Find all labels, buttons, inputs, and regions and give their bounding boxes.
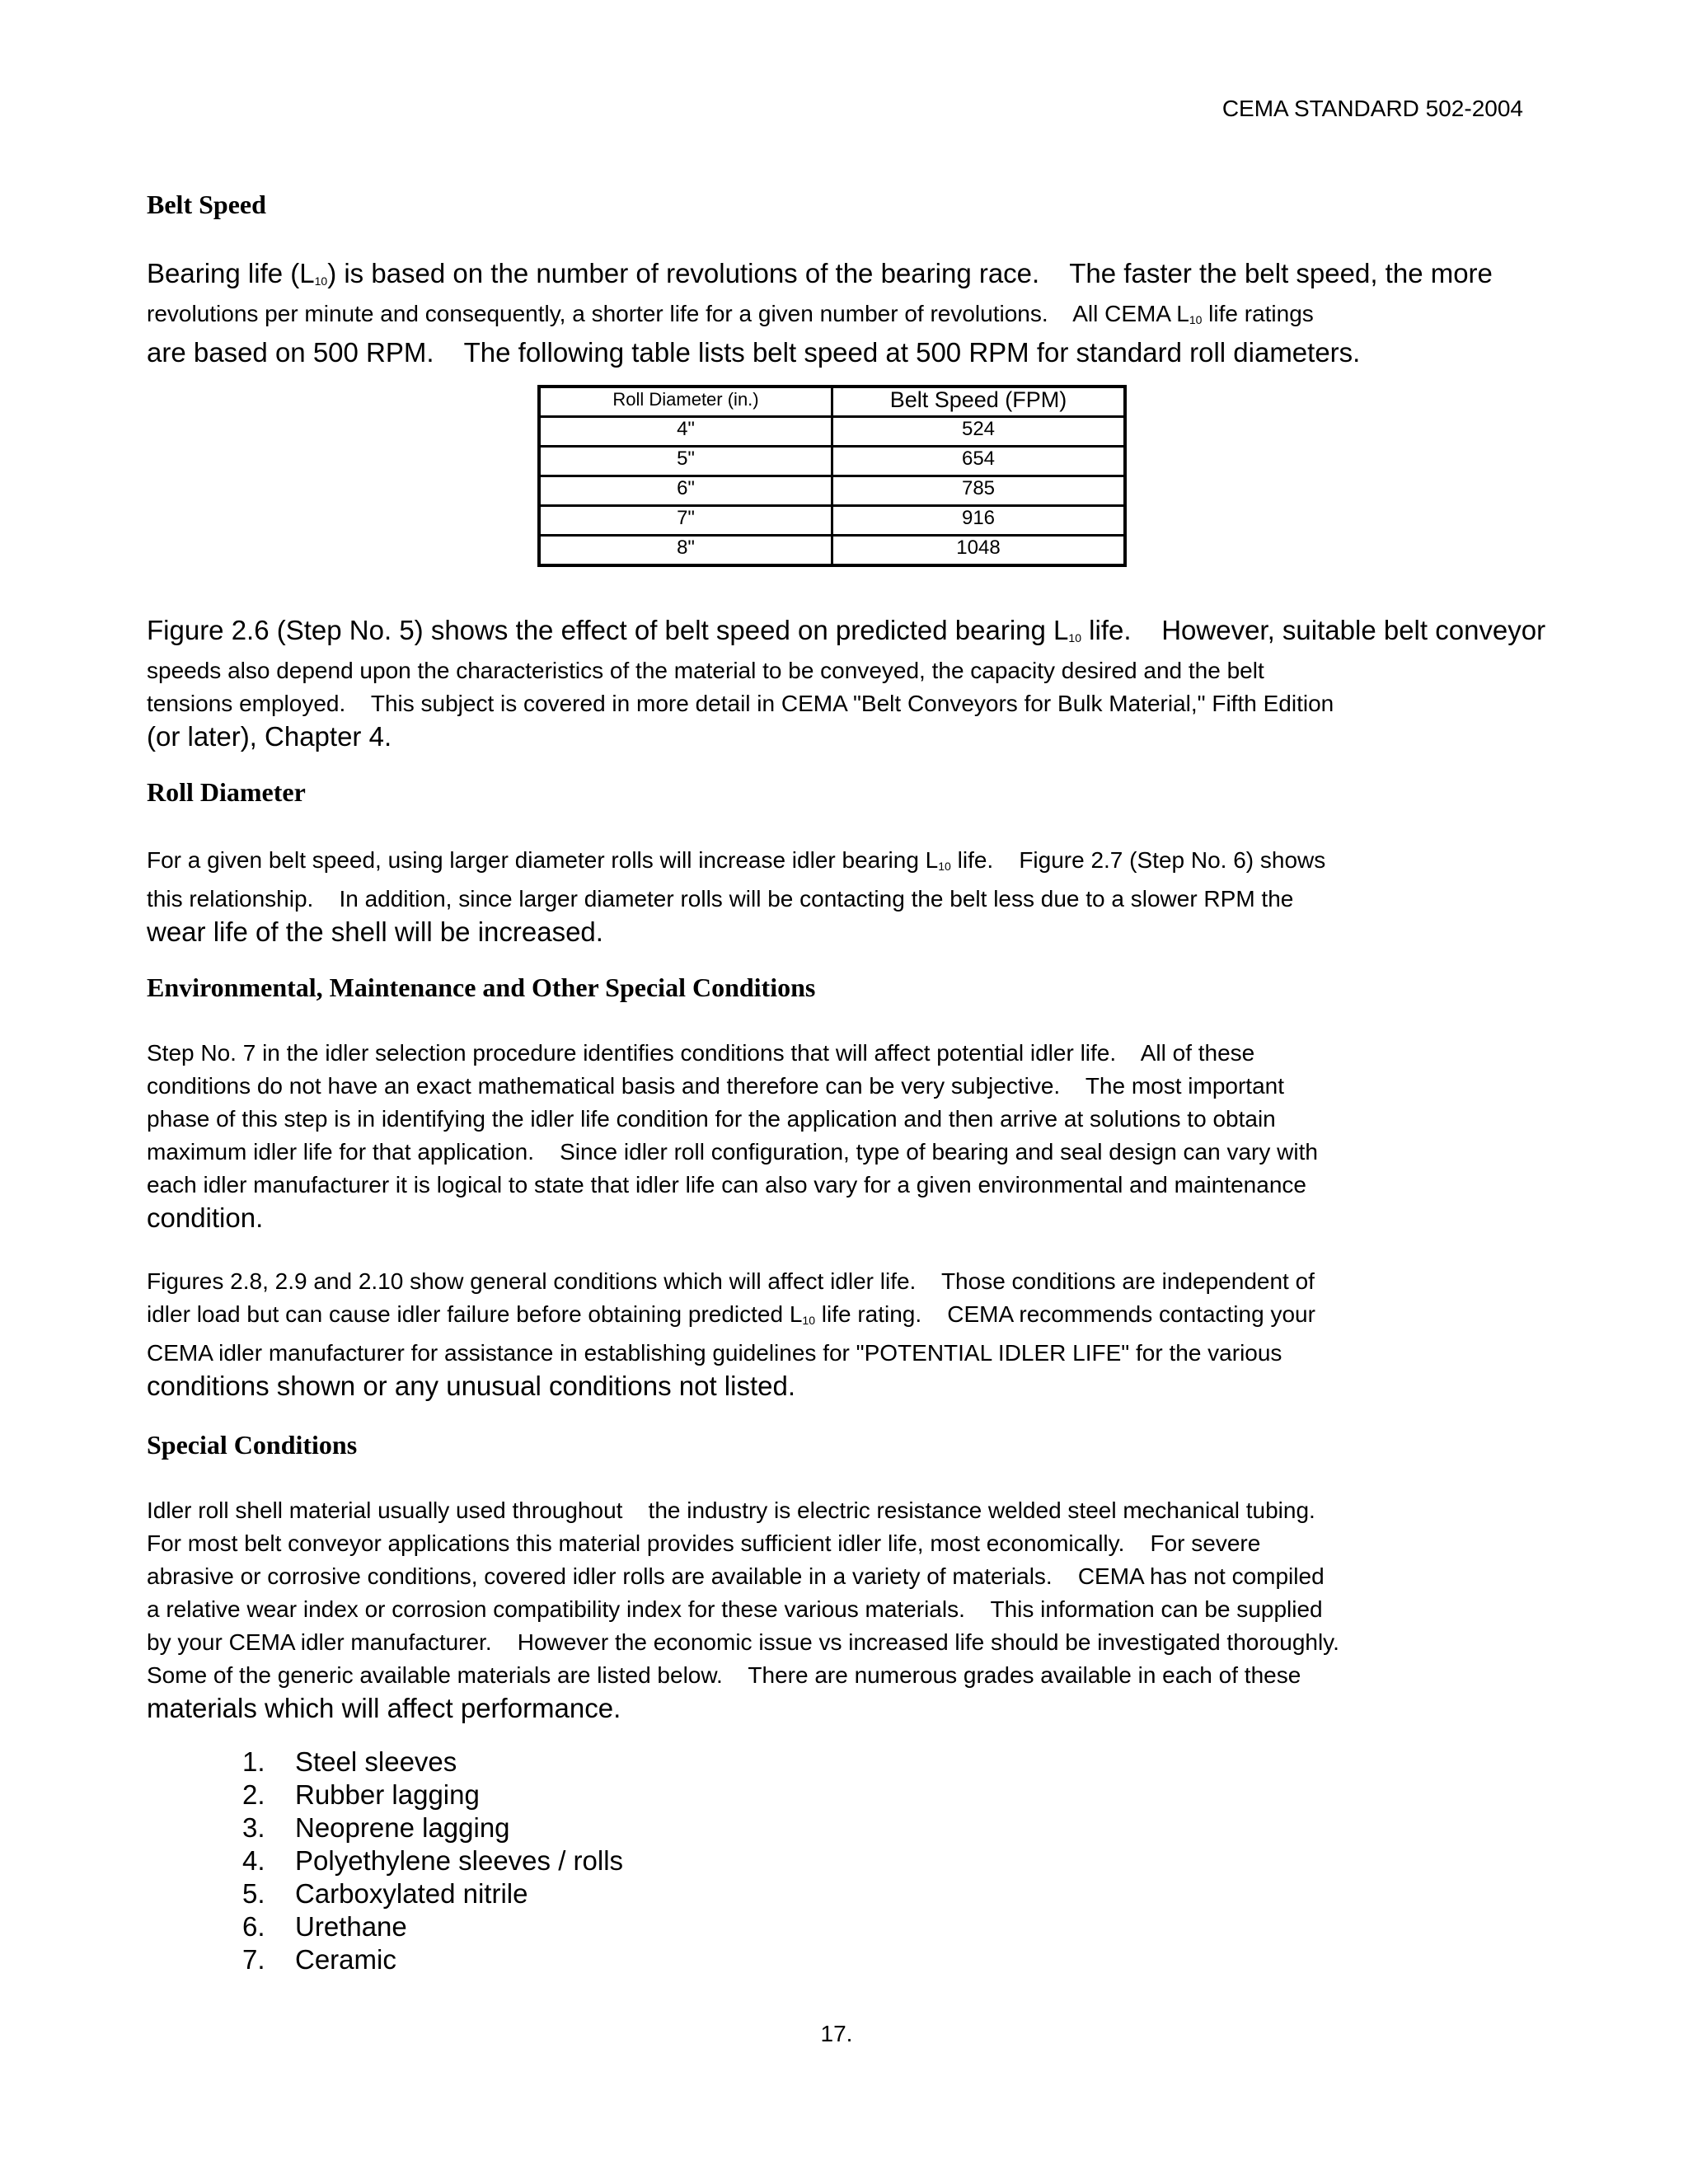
table-cell: 4" (539, 417, 832, 447)
table-row (539, 506, 1125, 536)
paragraph-belt-speed-effect (147, 614, 1564, 753)
paragraph-special-conditions (147, 1494, 1564, 1725)
text-line: a relative wear index or corrosion compatibility index for these various materials. This information can be supplied (147, 1596, 1323, 1622)
text-line: tensions employed. This subject is covered in more detail in CEMA "Belt Conveyors for Bulk Material," Fifth Edition (147, 691, 1334, 716)
text-line: materials which will affect performance. (147, 1693, 621, 1723)
table-cell: 6" (539, 476, 832, 506)
text-line: speeds also depend upon the characteristics of the material to be conveyed, the capacity desired and the belt (147, 658, 1264, 683)
list-item: 4. Polyethylene sleeves / rolls (242, 1845, 624, 1876)
page-number: 17. (820, 2021, 853, 2046)
list-item: 1. Steel sleeves (242, 1746, 457, 1777)
text-line: conditions do not have an exact mathematical basis and therefore can be very subjective. The most important (147, 1073, 1285, 1099)
list-item: 3. Neoprene lagging (242, 1812, 510, 1843)
text-line: Step No. 7 in the idler selection procedure identifies conditions that will affect potential idler life. All of these (147, 1040, 1255, 1066)
page-header: CEMA STANDARD 502-2004 (1221, 96, 1523, 121)
column-header-belt-speed: Belt Speed (FPM) (832, 387, 1126, 417)
text-line: For most belt conveyor applications this material provides sufficient idler life, most economically. For severe (147, 1530, 1261, 1556)
text-line: by your CEMA idler manufacturer. However the economic issue vs increased life should be investigated thoroughly. (147, 1629, 1339, 1655)
text-line: Idler roll shell material usually used throughout the industry is electric resistance welded steel mechanical tubing. (147, 1497, 1315, 1523)
text-line: condition. (147, 1202, 264, 1233)
paragraph-belt-speed-intro (147, 257, 1564, 369)
text-line: Bearing life $(L_{10})$ is based on the number of revolutions of the bearing race. The faster the belt speed, the more (147, 258, 1493, 288)
text-line: abrasive or corrosive conditions, covered idler rolls are available in a variety of materials. CEMA has not compiled (147, 1563, 1325, 1589)
text-line: CEMA idler manufacturer for assistance in establishing guidelines for "POTENTIAL IDLER LIFE" for the various (147, 1340, 1282, 1366)
table-row (539, 447, 1125, 476)
text-line: (or later), Chapter 4. (147, 721, 392, 752)
list-item: 2. Rubber lagging (242, 1779, 480, 1810)
text-line: Figure 2.6 (Step No. 5) shows the effect of belt speed on predicted bearing $L_{10}$ life. However, suitable belt conveyor (147, 615, 1546, 645)
table-cell: 5" (539, 447, 832, 476)
text-line: Figures 2.8, 2.9 and 2.10 show general conditions which will affect idler life. Those conditions are independent of (147, 1268, 1315, 1294)
list-item: 7. Ceramic (242, 1944, 396, 1975)
heading-roll-diameter: Roll Diameter (147, 777, 306, 807)
text-line: idler load but can cause idler failure before obtaining predicted $L_{10}$ life rating. CEMA recommends contacting your (147, 1301, 1315, 1327)
column-header-roll-diameter: Roll Diameter (in.) (539, 387, 832, 417)
paragraph-environmental-1 (147, 1037, 1564, 1235)
table-row (539, 536, 1125, 566)
table-cell: 8" (539, 536, 832, 566)
text-line: phase of this step is in identifying the idler life condition for the application and then arrive at solutions to obtain (147, 1106, 1276, 1132)
belt-speed-table (537, 385, 1127, 567)
heading-environmental-conditions: Environmental, Maintenance and Other Special Conditions (147, 972, 816, 1002)
paragraph-roll-diameter (147, 844, 1564, 949)
table-header-row (539, 387, 1125, 417)
table-cell: 654 (832, 447, 1126, 476)
table-cell: 916 (832, 506, 1126, 536)
table-cell: 1048 (832, 536, 1126, 566)
text-line: Some of the generic available materials are listed below. There are numerous grades available in each of these (147, 1662, 1301, 1688)
materials-list (239, 1746, 623, 1976)
list-item: 5. Carboxylated nitrile (242, 1878, 528, 1909)
text-line: For a given belt speed, using larger diameter rolls will increase idler bearing $L_{10}$ life. Figure 2.7 (Step No. 6) shows (147, 847, 1326, 873)
heading-special-conditions: Special Conditions (147, 1430, 358, 1460)
table-row (539, 476, 1125, 506)
list-item: 6. Urethane (242, 1911, 407, 1942)
table-row (539, 417, 1125, 447)
table-cell: 524 (832, 417, 1126, 447)
text-line: maximum idler life for that application. Since idler roll configuration, type of bearing and seal design can vary with (147, 1139, 1318, 1165)
text-line: each idler manufacturer it is logical to state that idler life can also vary for a given environmental and maintenance (147, 1172, 1306, 1197)
table-cell: 7" (539, 506, 832, 536)
text-line: wear life of the shell will be increased. (147, 916, 603, 947)
paragraph-environmental-2 (147, 1265, 1564, 1403)
text-line: this relationship. In addition, since larger diameter rolls will be contacting the belt less due to a slower RPM the (147, 886, 1294, 912)
text-line: conditions shown or any unusual conditions not listed. (147, 1371, 795, 1401)
text-line: revolutions per minute and consequently, a shorter life for a given number of revolutions. All CEMA $L_{10}$ life ratings (147, 301, 1314, 326)
heading-belt-speed: Belt Speed (147, 190, 266, 219)
table-cell: 785 (832, 476, 1126, 506)
text-line: are based on 500 RPM. The following table lists belt speed at 500 RPM for standard roll diameters. (147, 337, 1361, 368)
